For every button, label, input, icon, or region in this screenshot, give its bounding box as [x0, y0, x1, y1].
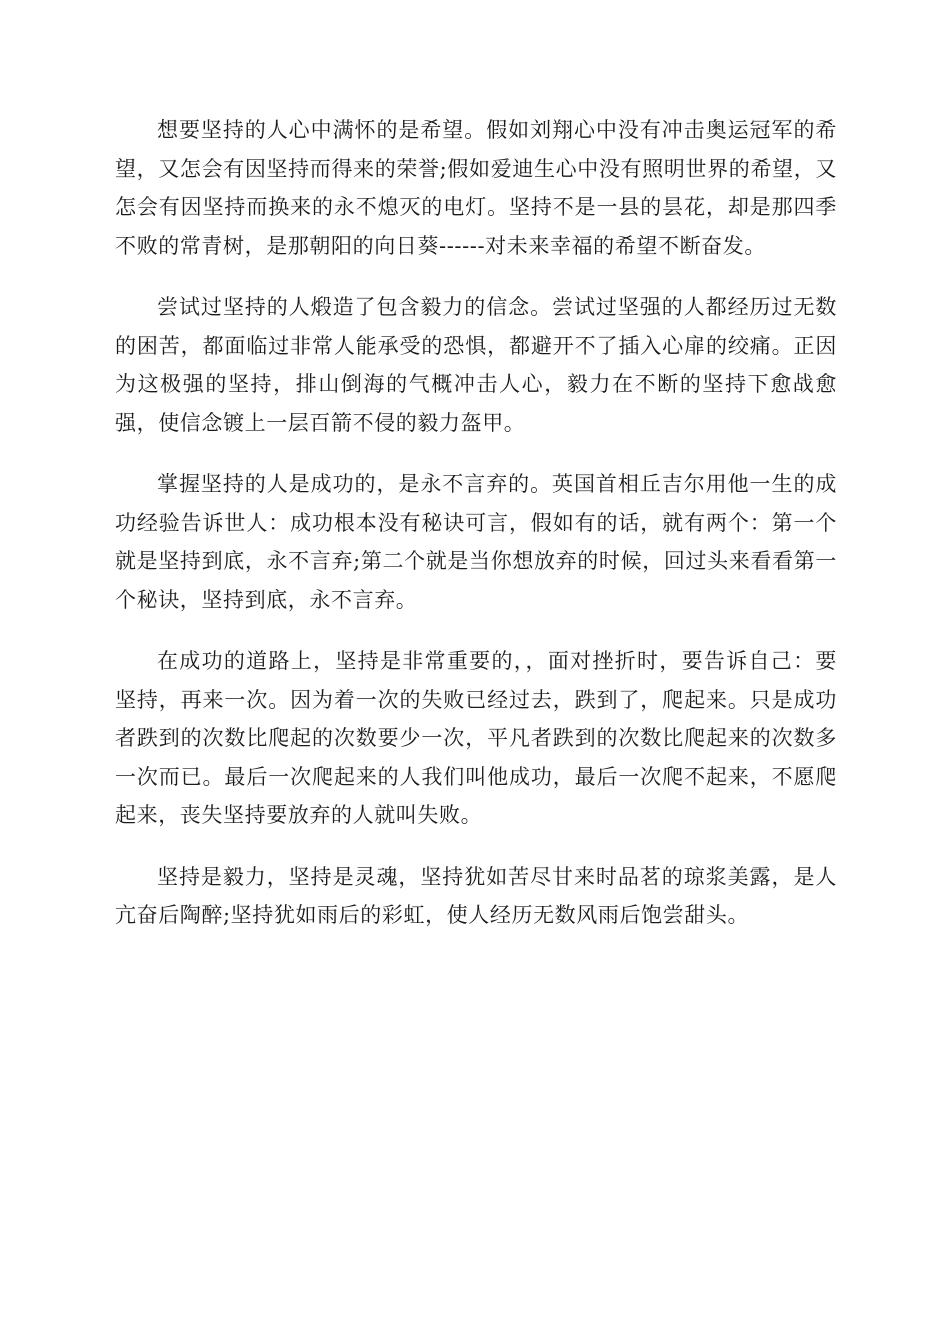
- paragraph-4: 在成功的道路上，坚持是非常重要的，，面对挫折时，要告诉自己：要坚持，再来一次。因为着一次的失败已经过去，跌到了，爬起来。只是成功者跌到的次数比爬起的次数要少一次，平凡者跌到的次数比爬起来的次数多一次而已。最后一次爬起来的人我们叫他成功，最后一次爬不起来，不愿爬起来，丧失坚持要放弃的人就叫失败。: [115, 649, 837, 827]
- paragraph-3: 掌握坚持的人是成功的，是永不言弃的。英国首相丘吉尔用他一生的成功经验告诉世人：成功根本没有秘诀可言，假如有的话，就有两个：第一个就是坚持到底，永不言弃;第二个就是当你想放弃的时候，回过头来看看第一个秘诀，坚持到底，永不言弃。: [115, 472, 837, 612]
- paragraph-5: 坚持是毅力，坚持是灵魂，坚持犹如苦尽甘来时品茗的琼浆美露，是人亢奋后陶醉;坚持犹如雨后的彩虹，使人经历无数风雨后饱尝甜头。: [115, 864, 837, 927]
- document-body: [115, 111, 837, 958]
- paragraph-1: 想要坚持的人心中满怀的是希望。假如刘翔心中没有冲击奥运冠军的希望，又怎会有因坚持而得来的荣誉;假如爱迪生心中没有照明世界的希望，又怎会有因坚持而换来的永不熄灭的电灯。坚持不是一县的昙花，却是那四季不败的常青树，是那朝阳的向日葵------对未来幸福的希望不断奋发。: [115, 118, 837, 258]
- paragraph-2: 尝试过坚持的人煅造了包含毅力的信念。尝试过坚强的人都经历过无数的困苦，都面临过非常人能承受的恐惧，都避开不了插入心扉的绞痛。正因为这极强的坚持，排山倒海的气概冲击人心，毅力在不断的坚持下愈战愈强，使信念镀上一层百箭不侵的毅力盔甲。: [115, 295, 837, 435]
